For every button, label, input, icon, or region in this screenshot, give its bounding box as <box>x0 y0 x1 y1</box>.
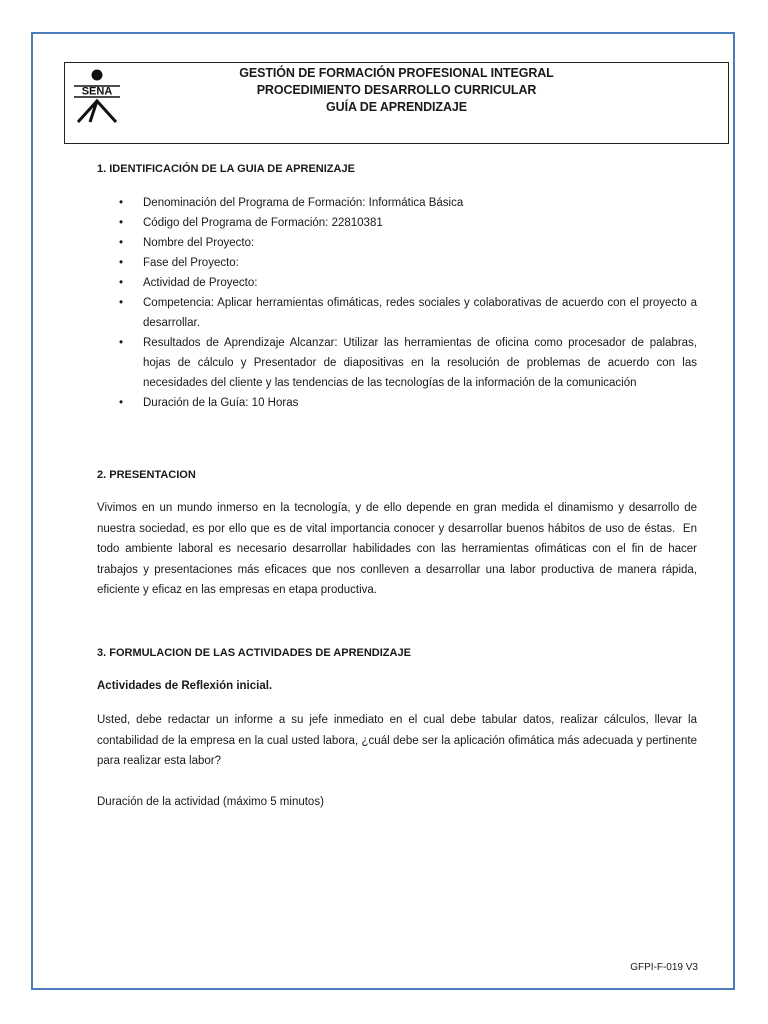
list-item <box>97 273 697 293</box>
header-line-1: GESTIÓN DE FORMACIÓN PROFESIONAL INTEGRAL <box>239 66 554 80</box>
activity-duration: Duración de la actividad (máximo 5 minutos) <box>97 796 324 808</box>
reflection-paragraph: Usted, debe redactar un informe a su jefe inmediato en el cual debe tabular datos, realizar cálculos, llevar la contabilidad de la empresa en la cual usted labora, ¿cuál debe ser la aplicación ofimática más adecuada y pertinente para realizar esta labor? <box>97 714 697 767</box>
bullet-icon: • <box>119 197 124 209</box>
logo-wordmark: SENA <box>81 85 113 98</box>
list-item-text: Competencia: Aplicar herramientas ofimáticas, redes sociales y colaborativas de acuerdo con el proyecto a desarrollar. <box>143 297 697 329</box>
list-item-text: Código del Programa de Formación: 22810381 <box>143 217 383 229</box>
document-header <box>64 62 729 144</box>
identification-list <box>97 193 697 413</box>
list-item <box>97 293 697 333</box>
list-item-text: Nombre del Proyecto: <box>143 237 255 249</box>
bullet-icon: • <box>119 237 124 249</box>
section-3-title: 3. FORMULACION DE LAS ACTIVIDADES DE APRENDIZAJE <box>97 647 411 659</box>
header-line-3: GUÍA DE APRENDIZAJE <box>326 100 467 114</box>
list-item <box>97 233 697 253</box>
activities-subtitle: Actividades de Reflexión inicial. <box>97 680 273 692</box>
bullet-icon: • <box>119 337 124 349</box>
list-item <box>97 333 697 393</box>
list-item <box>97 193 697 213</box>
section-1-title: 1. IDENTIFICACIÓN DE LA GUIA DE APRENIZAJE <box>97 163 355 175</box>
presentation-paragraph: Vivimos en un mundo inmerso en la tecnología, y de ello depende en gran medida el dinamismo y desarrollo de nuestra sociedad, es por ello que es de vital importancia conocer y desarrollar buenos hábitos de uso de éstas. En todo ambiente laboral es necesario desarrollar habilidades con las herramientas ofimáticas con el fin de hacer trabajos y presentaciones más eficaces que nos conlleven a desarrollar una labor productiva de manera rápida, eficiente y eficaz en las empresas en etapa productiva. <box>97 502 701 596</box>
bullet-icon: • <box>119 277 124 289</box>
list-item-text: Fase del Proyecto: <box>143 257 239 269</box>
list-item-text: Actividad de Proyecto: <box>143 277 258 289</box>
bullet-icon: • <box>119 397 124 409</box>
list-item <box>97 213 697 233</box>
bullet-icon: • <box>119 257 124 269</box>
bullet-icon: • <box>119 217 124 229</box>
form-code: GFPI-F-019 V3 <box>630 962 698 973</box>
header-line-2: PROCEDIMIENTO DESARROLLO CURRICULAR <box>256 83 537 97</box>
header-titles <box>65 65 728 116</box>
list-item-text: Resultados de Aprendizaje Alcanzar: Utilizar las herramientas de oficina como procesador de palabras, hojas de cálculo y Presentador de diapositivas en la resolución de problemas de acuerdo con las necesidades del cliente y las tendencias de las tecnologías de la información de la comunicación <box>143 337 697 389</box>
list-item <box>97 253 697 273</box>
list-item <box>97 393 697 413</box>
section-2-title: 2. PRESENTACION <box>97 469 196 481</box>
list-item-text: Denominación del Programa de Formación: Informática Básica <box>143 197 464 209</box>
list-item-text: Duración de la Guía: 10 Horas <box>143 397 299 409</box>
bullet-icon: • <box>119 297 124 309</box>
